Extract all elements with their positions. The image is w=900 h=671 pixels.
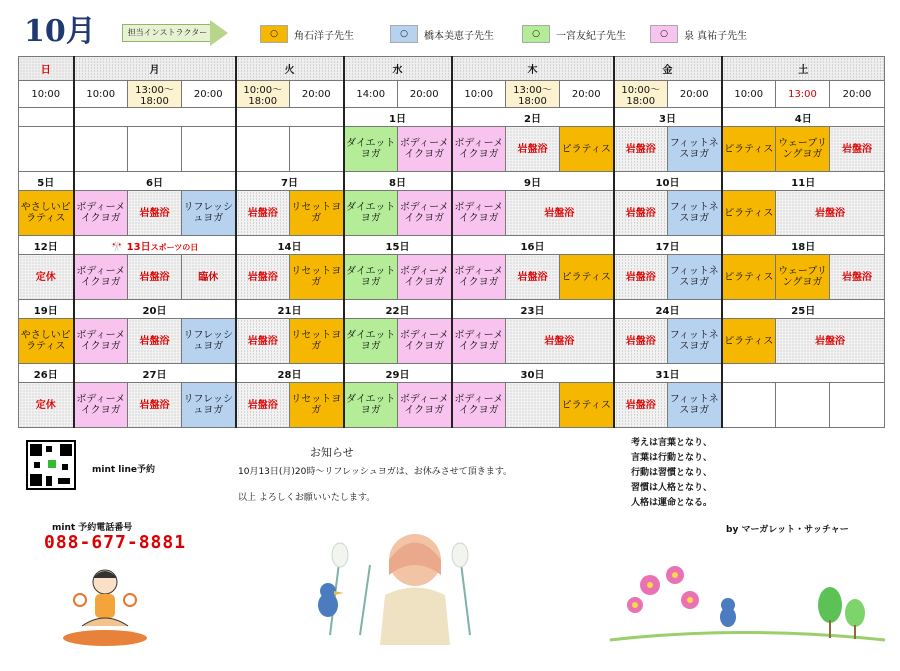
date-row xyxy=(19,236,885,255)
class-cell xyxy=(128,127,182,172)
class-cell: 岩盤浴 xyxy=(776,191,885,236)
weekday-thu: 木 xyxy=(452,57,614,81)
class-cell: 岩盤浴 xyxy=(236,255,290,300)
class-cell: ダイエットヨガ xyxy=(344,383,398,428)
date-cell: 4日 xyxy=(722,108,885,127)
class-cell: 岩盤浴 xyxy=(506,191,614,236)
date-cell: 3日 xyxy=(614,108,722,127)
quote-line: 行動は習慣となり、 xyxy=(630,468,712,478)
class-cell: ウェーブリングヨガ xyxy=(776,255,830,300)
class-cell: フィットネスヨガ xyxy=(668,319,722,364)
class-row xyxy=(19,383,885,428)
date-cell: 9日 xyxy=(452,172,614,191)
class-cell: 岩盤浴 xyxy=(614,191,668,236)
date-cell: 15日 xyxy=(344,236,452,255)
time: 10:00～18:00 xyxy=(614,81,668,108)
class-cell: ボディーメイクヨガ xyxy=(398,319,452,364)
date-row xyxy=(19,108,885,127)
class-cell: 岩盤浴 xyxy=(614,319,668,364)
date-row xyxy=(19,300,885,319)
date-cell: 29日 xyxy=(344,364,452,383)
class-cell: 岩盤浴 xyxy=(236,191,290,236)
date-cell: 6日 xyxy=(74,172,236,191)
class-cell: リセットヨガ xyxy=(290,191,344,236)
class-cell: ボディーメイクヨガ xyxy=(398,191,452,236)
notice-line: 10月13日(月)20時～リフレッシュヨガは、お休みさせて頂きます。 xyxy=(238,467,513,477)
date-cell: 18日 xyxy=(722,236,885,255)
date-cell xyxy=(722,364,885,383)
girl-lilies-illustration xyxy=(300,525,520,645)
time-row xyxy=(19,81,885,108)
class-cell: フィットネスヨガ xyxy=(668,383,722,428)
class-cell: 岩盤浴 xyxy=(506,255,560,300)
date-cell: 21日 xyxy=(236,300,344,319)
swatch: ○ xyxy=(390,25,418,43)
weekday-sat: 土 xyxy=(722,57,885,81)
weekday-wed: 水 xyxy=(344,57,452,81)
time: 10:00 xyxy=(452,81,506,108)
class-cell: ボディーメイクヨガ xyxy=(452,127,506,172)
date-cell-holiday: 🎌 13日スポーツの日 xyxy=(74,236,236,255)
class-row xyxy=(19,319,885,364)
class-cell: ピラティス xyxy=(722,191,776,236)
instructor-legend-item xyxy=(260,24,354,44)
quote-line: 人格は運命となる。 xyxy=(630,498,712,508)
time: 20:00 xyxy=(290,81,344,108)
swatch: ○ xyxy=(260,25,288,43)
quote-line: 習慣は人格となり、 xyxy=(630,483,712,493)
quote-line: 考えは言葉となり、 xyxy=(630,438,712,448)
instructor-legend-label: 担当インストラクター xyxy=(122,24,212,42)
class-cell: 定休 xyxy=(19,383,74,428)
phone-number[interactable]: 088-677-8881 xyxy=(44,532,187,553)
time: 20:00 xyxy=(830,81,885,108)
class-cell: やさしいピラティス xyxy=(19,191,74,236)
class-cell: ボディーメイクヨガ xyxy=(452,191,506,236)
class-cell: ダイエットヨガ xyxy=(344,255,398,300)
notice-line: 以上 よろしくお願いいたします。 xyxy=(238,493,376,503)
class-cell: フィットネスヨガ xyxy=(668,127,722,172)
date-cell: 14日 xyxy=(236,236,344,255)
arrow-head-icon xyxy=(210,20,228,46)
class-cell xyxy=(236,127,290,172)
weekday-sun: 日 xyxy=(19,57,74,81)
class-cell: ボディーメイクヨガ xyxy=(452,255,506,300)
class-cell: ボディーメイクヨガ xyxy=(74,319,128,364)
class-cell: ボディーメイクヨガ xyxy=(398,383,452,428)
class-cell: リフレッシュヨガ xyxy=(182,191,236,236)
yoga-woman-illustration xyxy=(60,560,150,650)
date-cell: 16日 xyxy=(452,236,614,255)
class-cell: リセットヨガ xyxy=(290,383,344,428)
date-cell xyxy=(19,108,74,127)
date-cell: 23日 xyxy=(452,300,614,319)
class-cell: 岩盤浴 xyxy=(128,191,182,236)
swatch: ○ xyxy=(650,25,678,43)
qr-code-icon[interactable] xyxy=(26,440,76,490)
date-cell: 12日 xyxy=(19,236,74,255)
time: 10:00 xyxy=(74,81,128,108)
date-cell: 27日 xyxy=(74,364,236,383)
date-cell xyxy=(236,108,344,127)
time: 10:00～18:00 xyxy=(236,81,290,108)
class-cell: フィットネスヨガ xyxy=(668,255,722,300)
class-cell: ウェーブリングヨガ xyxy=(776,127,830,172)
time: 10:00 xyxy=(722,81,776,108)
date-cell: 17日 xyxy=(614,236,722,255)
time: 14:00 xyxy=(344,81,398,108)
instructor-name: 泉 真祐子先生 xyxy=(684,30,748,42)
date-cell: 11日 xyxy=(722,172,885,191)
class-cell: 岩盤浴 xyxy=(614,255,668,300)
class-cell: ボディーメイクヨガ xyxy=(74,191,128,236)
class-cell: ボディーメイクヨガ xyxy=(398,127,452,172)
class-cell xyxy=(74,127,128,172)
line-reservation-label: mint line予約 xyxy=(92,465,155,475)
month-title: 10月 xyxy=(24,14,96,49)
date-cell: 28日 xyxy=(236,364,344,383)
time: 13:00～18:00 xyxy=(506,81,560,108)
swatch: ○ xyxy=(522,25,550,43)
weekday-fri: 金 xyxy=(614,57,722,81)
class-cell xyxy=(776,383,830,428)
date-row xyxy=(19,364,885,383)
class-cell: リフレッシュヨガ xyxy=(182,319,236,364)
holiday-name: スポーツの日 xyxy=(150,242,199,252)
weekday-mon: 月 xyxy=(74,57,236,81)
date-cell: 5日 xyxy=(19,172,74,191)
date-cell: 2日 xyxy=(452,108,614,127)
date-cell xyxy=(74,108,236,127)
class-cell: 岩盤浴 xyxy=(830,255,885,300)
time: 13:00 xyxy=(776,81,830,108)
class-cell: リセットヨガ xyxy=(290,319,344,364)
date-cell: 26日 xyxy=(19,364,74,383)
class-cell: ダイエットヨガ xyxy=(344,127,398,172)
date-cell: 1日 xyxy=(344,108,452,127)
class-cell: やさしいピラティス xyxy=(19,319,74,364)
class-cell: 岩盤浴 xyxy=(776,319,885,364)
class-cell xyxy=(19,127,74,172)
class-cell: ボディーメイクヨガ xyxy=(398,255,452,300)
instructor-legend-item xyxy=(650,24,747,44)
instructor-legend-item xyxy=(390,24,494,44)
class-cell: 岩盤浴 xyxy=(236,319,290,364)
class-cell: ピラティス xyxy=(722,127,776,172)
class-cell: ボディーメイクヨガ xyxy=(74,383,128,428)
date-cell: 24日 xyxy=(614,300,722,319)
class-cell: ダイエットヨガ xyxy=(344,319,398,364)
class-cell xyxy=(290,127,344,172)
time: 10:00 xyxy=(19,81,74,108)
instructor-name: 角石洋子先生 xyxy=(294,30,354,42)
class-cell: リセットヨガ xyxy=(290,255,344,300)
instructor-name: 一宮友紀子先生 xyxy=(556,30,626,42)
quote-line: 言葉は行動となり、 xyxy=(630,453,712,463)
date-cell: 22日 xyxy=(344,300,452,319)
class-cell xyxy=(506,383,560,428)
class-cell xyxy=(182,127,236,172)
weekday-header-row xyxy=(19,57,885,81)
date-row xyxy=(19,172,885,191)
time: 13:00～18:00 xyxy=(128,81,182,108)
date-cell: 10日 xyxy=(614,172,722,191)
date-cell: 19日 xyxy=(19,300,74,319)
class-cell: 岩盤浴 xyxy=(506,319,614,364)
time: 20:00 xyxy=(398,81,452,108)
time: 20:00 xyxy=(560,81,614,108)
class-cell: ピラティス xyxy=(560,127,614,172)
date-cell: 25日 xyxy=(722,300,885,319)
time: 20:00 xyxy=(182,81,236,108)
class-cell: フィットネスヨガ xyxy=(668,191,722,236)
class-cell: ボディーメイクヨガ xyxy=(452,319,506,364)
class-cell: 岩盤浴 xyxy=(128,319,182,364)
flowers-trees-illustration xyxy=(600,545,890,645)
quote-author: by マーガレット・サッチャー xyxy=(726,525,849,535)
tel-label: mint 予約電話番号 xyxy=(52,523,133,533)
class-cell: 岩盤浴 xyxy=(830,127,885,172)
class-cell: 岩盤浴 xyxy=(614,383,668,428)
class-cell xyxy=(722,383,776,428)
class-cell: 岩盤浴 xyxy=(614,127,668,172)
class-cell: 岩盤浴 xyxy=(236,383,290,428)
class-cell: ボディーメイクヨガ xyxy=(74,255,128,300)
class-cell: 定休 xyxy=(19,255,74,300)
class-cell: ダイエットヨガ xyxy=(344,191,398,236)
quote xyxy=(612,436,712,511)
flag-icon: 🎌 xyxy=(110,241,127,253)
instructor-legend-item xyxy=(522,24,626,44)
class-cell: ピラティス xyxy=(560,383,614,428)
class-cell: 岩盤浴 xyxy=(128,255,182,300)
instructor-name: 橋本美恵子先生 xyxy=(424,30,494,42)
time: 20:00 xyxy=(668,81,722,108)
class-cell: 岩盤浴 xyxy=(506,127,560,172)
class-cell: 岩盤浴 xyxy=(128,383,182,428)
class-cell xyxy=(830,383,885,428)
date-cell: 20日 xyxy=(74,300,236,319)
class-cell: リフレッシュヨガ xyxy=(182,383,236,428)
date-cell: 7日 xyxy=(236,172,344,191)
class-row xyxy=(19,127,885,172)
notice-title: お知らせ xyxy=(310,446,354,459)
class-row xyxy=(19,191,885,236)
weekday-tue: 火 xyxy=(236,57,344,81)
class-cell: ボディーメイクヨガ xyxy=(452,383,506,428)
date-cell: 31日 xyxy=(614,364,722,383)
class-cell: ピラティス xyxy=(722,255,776,300)
class-cell: ピラティス xyxy=(560,255,614,300)
class-row xyxy=(19,255,885,300)
class-cell: ピラティス xyxy=(722,319,776,364)
date-cell: 30日 xyxy=(452,364,614,383)
instructor-legend-arrow xyxy=(122,20,230,46)
class-cell: 臨休 xyxy=(182,255,236,300)
calendar-table xyxy=(18,56,885,428)
date-cell: 8日 xyxy=(344,172,452,191)
